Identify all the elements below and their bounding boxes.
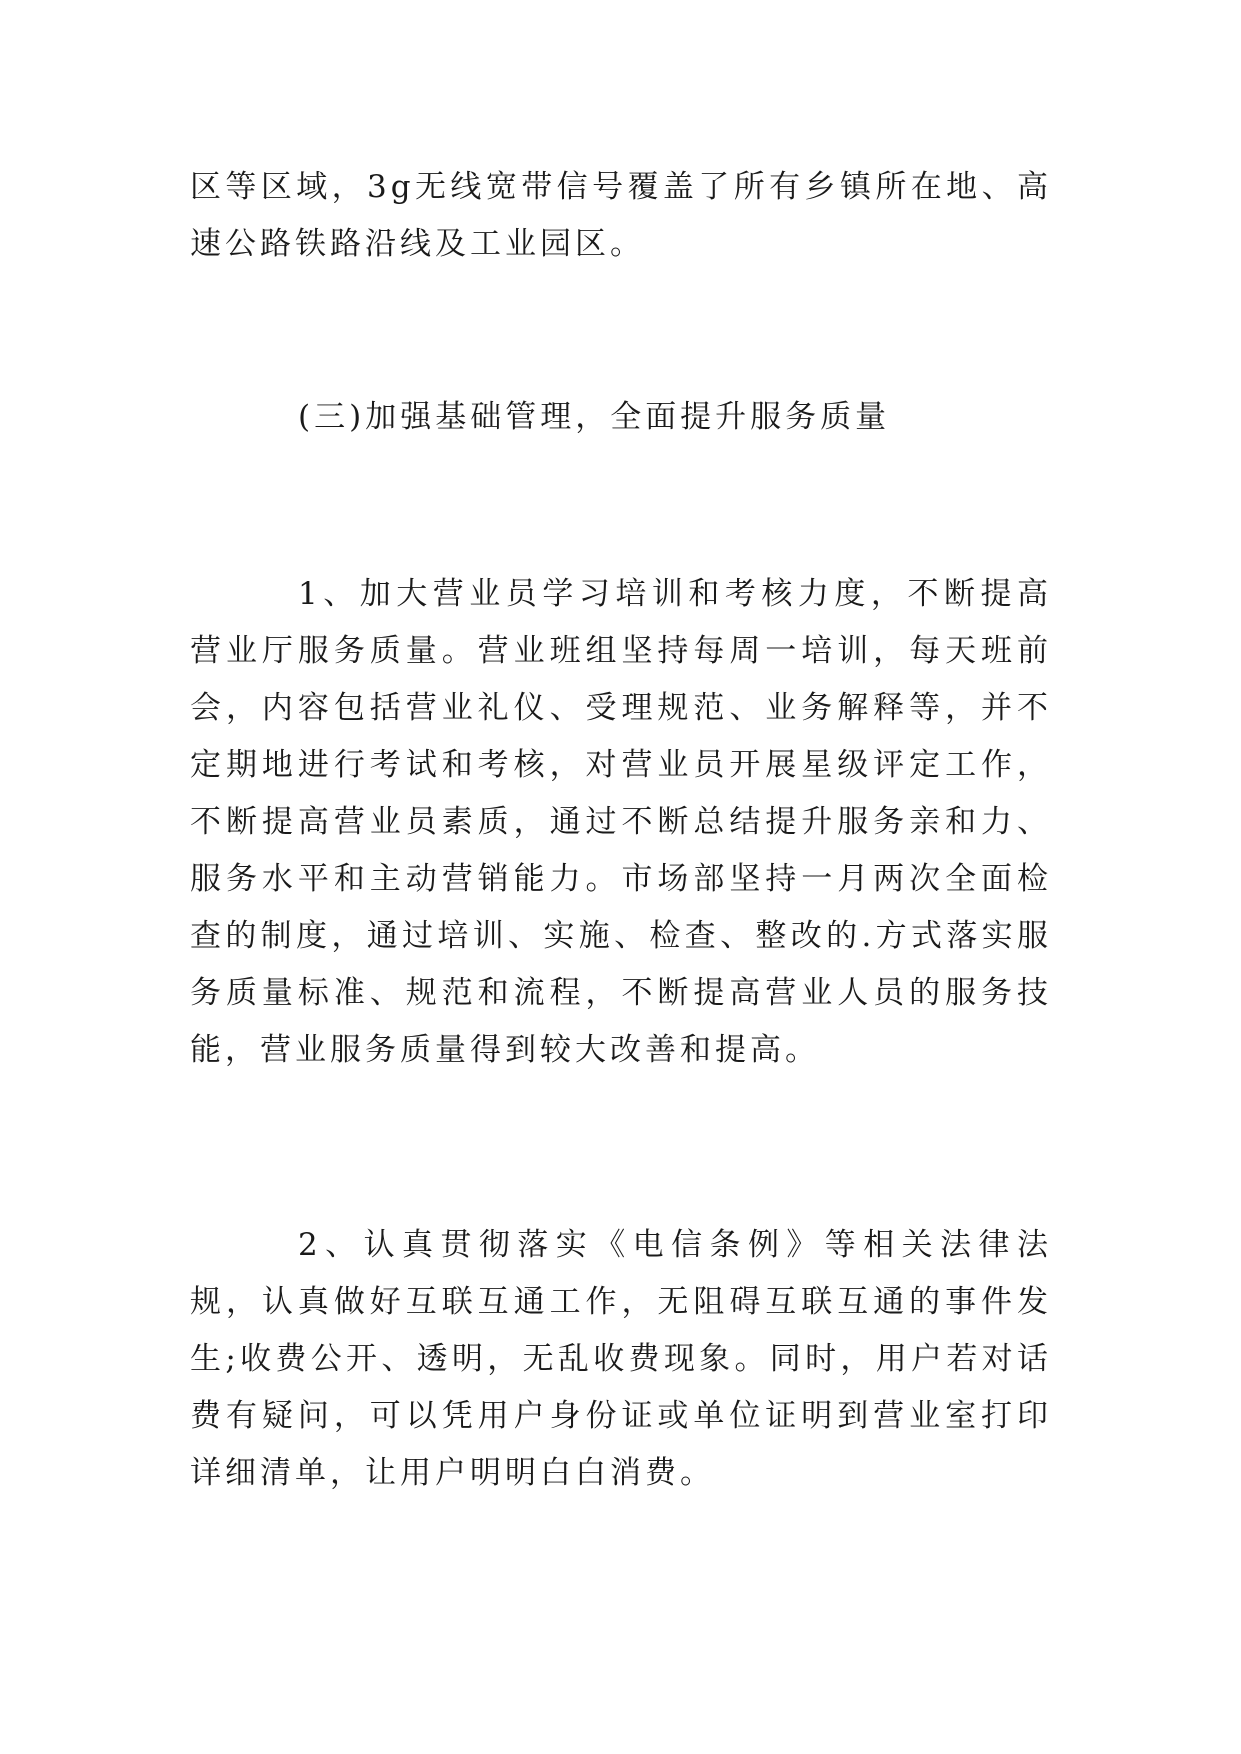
paragraph-continuation: 区等区域，3g无线宽带信号覆盖了所有乡镇所在地、高速公路铁路沿线及工业园区。 [190,169,1052,262]
paragraph-item-1: 1、加大营业员学习培训和考核力度，不断提高营业厅服务质量。营业班组坚持每周一培训，每天班前会，内容包括营业礼仪、受理规范、业务解释等，并不定期地进行考试和考核，对营业员开展星级评定工作，不断提高营业员素质，通过不断总结提升服务亲和力、服务水平和主动营销能力。市场部坚持一月两次全面检查的制度，通过培训、实施、检查、整改的.方式落实服务质量标准、规范和流程，不断提高营业人员的服务技能，营业服务质量得到较大改善和提高。 [190,576,1052,1068]
paragraph-item-2: 2、认真贯彻落实《电信条例》等相关法律法规，认真做好互联互通工作，无阻碍互联互通的事件发生;收费公开、透明，无乱收费现象。同时，用户若对话费有疑问，可以凭用户身份证或单位证明到营业室打印详细清单，让用户明明白白消费。 [190,1227,1052,1491]
section-heading: (三)加强基础管理，全面提升服务质量 [298,399,891,435]
